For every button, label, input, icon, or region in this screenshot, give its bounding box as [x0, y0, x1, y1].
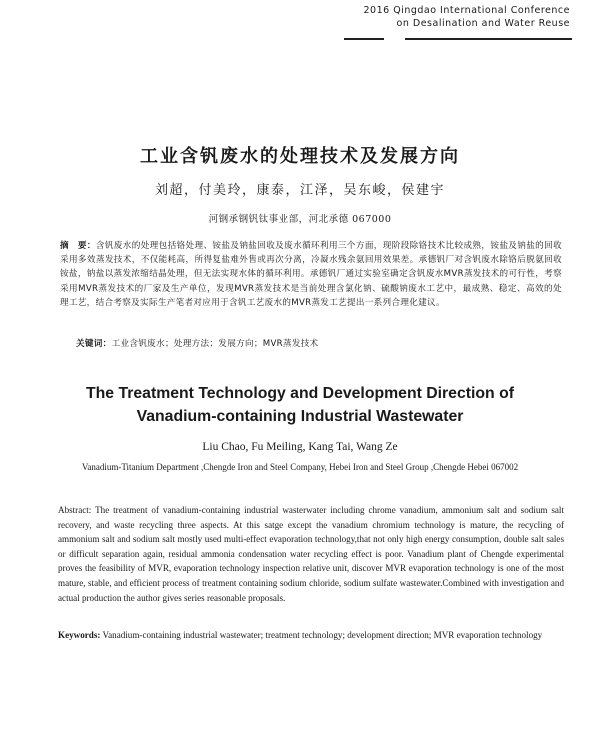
chinese-affiliation: 河钢承钢钒钛事业部，河北承德 067000	[208, 214, 392, 225]
chinese-abstract	[60, 239, 562, 310]
english-title-line2: Vanadium-containing Industrial Wastewater	[136, 408, 464, 425]
english-keywords-label: Keywords:	[58, 630, 101, 640]
english-authors: Liu Chao, Fu Meiling, Kang Tai, Wang Ze	[202, 441, 398, 453]
chinese-title: 工业含钒废水的处理技术及发展方向	[140, 146, 460, 167]
header-rule-long	[405, 38, 572, 40]
conference-header	[364, 4, 571, 30]
chinese-keywords-text: 工业含钒废水；处理方法；发展方向；MVR蒸发技术	[111, 339, 319, 349]
conference-header-line1: 2016 Qingdao International Conference	[363, 5, 570, 16]
chinese-authors: 刘超，付美玲，康泰，江泽，吴东峻，侯建宇	[154, 183, 445, 198]
english-abstract: Abstract: The treatment of vanadium-containing industrial wasterwater including chrome vanadium, ammonium salt and sodium salt recovery, and waste recycling three aspects. At this satge except the vanadium chromium technology is mature, the recycling of ammonium salt and sodium salt mostly used multi-effect evaporation technology,that not only high energy consumption, double salt sales or difficult separation again, residual ammonia condensation water recycling effect is poor. Vanadium plant of Chengde experimental proves the feasibility of MVR, evaporation technology inspection relative unit, discover MVR evaporation technology is one of the most mature, stable, and efficient process of treatment containing sodium chloride, sodium sulfate wastewater.Combined with investigation and actual production the author gives series reasonable proposals.	[58, 505, 564, 603]
chinese-keywords	[76, 338, 566, 350]
chinese-abstract-text: 含钒废水的处理包括铬处理、铵盐及钠盐回收及废水循环利用三个方面，现阶段除铬技术比较成熟，铵盐及钠盐的回收采用多效蒸发技术，不仅能耗高，所得复盐难外售或再次分离，冷凝水残余氨回用效果差。承德钒厂对含钒废水除铬后脱氨回收铵盐，钠盐以蒸发浓缩结晶处理，但无法实现水体的循环利用。承德钒厂通过实验室确定含钒废水MVR蒸发技术的可行性，考察采用MVR蒸发技术的厂家及生产单位，发现MVR蒸发技术是当前处理含氯化钠、硫酸钠废水工艺中，最成熟、稳定、高效的处理工艺，结合考察及实际生产笔者对应用于含钒工艺废水的MVR蒸发工艺提出一系列合理化建议。	[60, 241, 563, 308]
english-title	[0, 382, 600, 428]
english-keywords-text: Vanadium-containing industrial wastewater; treatment technology; development direction; MVR evaporation technology	[100, 630, 543, 640]
english-affiliation: Vanadium-Titanium Department ,Chengde Iron and Steel Company, Hebei Iron and Steel Group ,Chengde Hebei 067002	[81, 462, 519, 472]
english-keywords	[58, 628, 564, 643]
english-title-line1: The Treatment Technology and Development Direction of	[85, 385, 515, 402]
chinese-abstract-label: 摘 要：	[60, 241, 96, 251]
conference-header-line2: on Desalination and Water Reuse	[396, 18, 570, 29]
chinese-keywords-label: 关键词：	[76, 339, 112, 349]
header-rule-short	[344, 38, 384, 40]
